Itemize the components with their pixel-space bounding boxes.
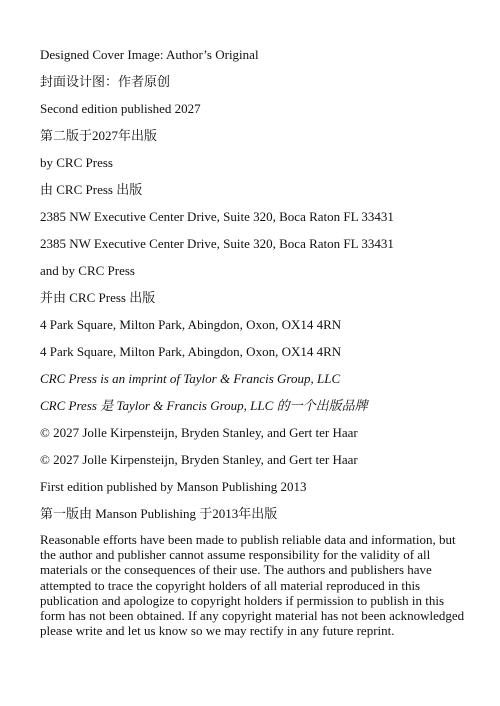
copyright-notice: © 2027 Jolle Kirpensteijn, Bryden Stanley, and Gert ter Haar <box>40 425 358 440</box>
copyright-notice-repeat: © 2027 Jolle Kirpensteijn, Bryden Stanley, and Gert ter Haar <box>40 452 358 467</box>
cover-credit-translation: 封面设计图：作者原创 <box>40 74 171 89</box>
second-publisher-line: and by CRC Press <box>40 263 135 278</box>
publisher-address-us: 2385 NW Executive Center Drive, Suite 320, Boca Raton FL 33431 <box>40 209 394 224</box>
imprint-statement: CRC Press is an imprint of Taylor & Francis Group, LLC <box>40 371 341 386</box>
cover-credit: Designed Cover Image: Author’s Original <box>40 47 259 62</box>
edition-statement: Second edition published 2027 <box>40 101 201 116</box>
publisher-address-us-repeat: 2385 NW Executive Center Drive, Suite 320, Boca Raton FL 33431 <box>40 236 394 251</box>
first-edition-statement: First edition published by Manson Publishing 2013 <box>40 479 307 494</box>
copyright-page <box>40 46 470 638</box>
second-publisher-line-translation: 并由 CRC Press 出版 <box>40 290 156 305</box>
publisher-line: by CRC Press <box>40 155 113 170</box>
publisher-line-translation: 由 CRC Press 出版 <box>40 182 143 197</box>
publisher-address-uk-repeat: 4 Park Square, Milton Park, Abingdon, Oxon, OX14 4RN <box>40 344 342 359</box>
imprint-statement-translation: CRC Press 是 Taylor & Francis Group, LLC 的一个出版品牌 <box>40 398 368 413</box>
disclaimer-paragraph: Reasonable efforts have been made to publish reliable data and information, but the author and publisher cannot assume responsibility for the validity of all materials or the consequences of their use. The authors and publishers have attempted to trace the copyright holders of all material reproduced in this publication and apologize to copyright holders if permission to publish in this form has not been obtained. If any copyright material has not been acknowledged please write and let us know so we may rectify in any future reprint. <box>40 532 465 639</box>
edition-statement-translation: 第二版于2027年出版 <box>40 128 158 143</box>
first-edition-statement-translation: 第一版由 Manson Publishing 于2013年出版 <box>40 506 278 521</box>
publisher-address-uk: 4 Park Square, Milton Park, Abingdon, Oxon, OX14 4RN <box>40 317 342 332</box>
